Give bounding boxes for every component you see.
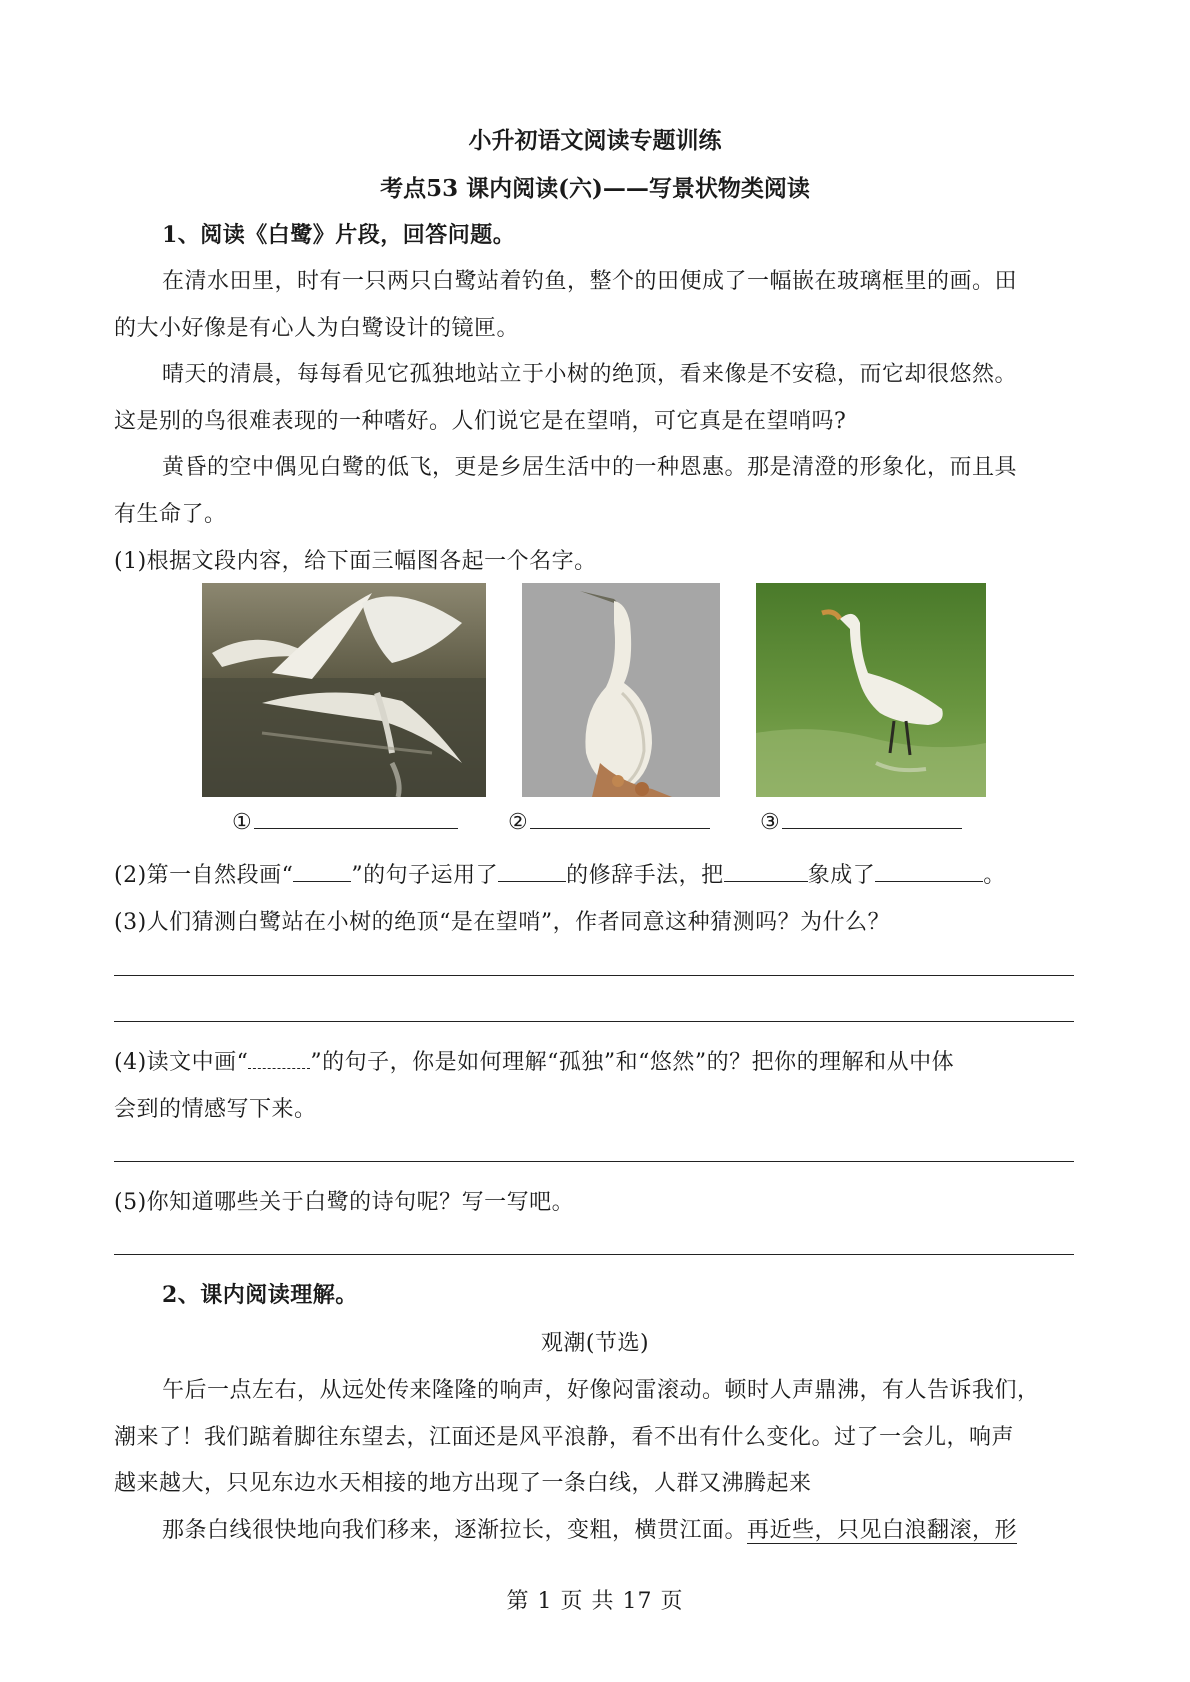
egret-photo-flying-art [202,583,486,797]
q4-wavy-mark [248,1050,310,1069]
s2-para1-line1: 午后一点左右，从远处传来隆隆的响声，好像闷雷滚动。顿时人声鼎沸，有人告诉我们， [162,1378,1040,1403]
q2-blank-2[interactable] [498,863,566,882]
q2-part-a: (2)第一自然段画“ [114,863,294,888]
s1-para1-line1: 在清水田里，时有一只两只白鹭站着钓鱼，整个的田便成了一幅嵌在玻璃框里的画。田 [162,269,1018,294]
caption-1 [232,810,458,835]
section2-heading: 2、课内阅读理解。 [162,1282,358,1308]
q4-part-a: (4)读文中画“ [114,1050,249,1075]
s1-para3-line1: 黄昏的空中偶见白鹭的低飞，更是乡居生活中的一种恩惠。那是清澄的形象化，而且具 [162,455,1018,480]
answer-line-q4[interactable] [114,1161,1074,1162]
question-5: (5)你知道哪些关于白鹭的诗句呢？写一写吧。 [114,1190,575,1215]
answer-line-q3-2[interactable] [114,1021,1074,1022]
s2-para2-plain: 那条白线很快地向我们移来，逐渐拉长，变粗，横贯江面。 [162,1518,748,1543]
s1-para1-line2: 的大小好像是有心人为白鹭设计的镜匣。 [114,316,520,341]
question-4-line2: 会到的情感写下来。 [114,1097,317,1122]
caption-2-label: ② [508,810,528,835]
egret-photo-fishing-art [756,583,986,797]
caption-1-label: ① [232,810,252,835]
s2-para1-line2: 潮来了！我们踮着脚往东望去，江面还是风平浪静，看不出有什么变化。过了一会儿，响声 [114,1425,1015,1450]
passage-title: 观潮(节选) [540,1331,650,1356]
q2-part-e: 。 [983,863,1006,888]
page-footer: 第 1 页 共 17 页 [506,1589,684,1614]
caption-3-label: ③ [760,810,780,835]
q2-part-b: ”的句子运用了 [351,863,499,888]
egret-photo-fishing [756,583,986,797]
q4-part-b: ”的句子，你是如何理解“孤独”和“悠然”的？把你的理解和从中体 [310,1050,955,1075]
egret-photo-flying [202,583,486,797]
egret-photo-standing [522,583,720,797]
caption-3 [760,810,962,835]
question-4 [114,1045,954,1076]
s2-para2-underlined: 再近些，只见白浪翻滚，形 [747,1518,1018,1543]
question-2 [114,858,1006,889]
page-subtitle: 考点53 课内阅读(六)——写景状物类阅读 [380,175,810,202]
q2-blank-3[interactable] [724,863,808,882]
answer-line-q5[interactable] [114,1254,1074,1255]
s2-para2-line1 [162,1513,1017,1544]
s1-para2-line2: 这是别的鸟很难表现的一种嗜好。人们说它是在望哨，可它真是在望哨吗? [114,409,847,434]
q2-part-d: 象成了 [807,863,876,888]
q2-blank-4[interactable] [875,863,983,882]
section1-heading: 1、阅读《白鹭》片段，回答问题。 [162,222,516,248]
question-1: (1)根据文段内容，给下面三幅图各起一个名字。 [114,549,597,574]
answer-line-q3-1[interactable] [114,975,1074,976]
caption-2 [508,810,710,835]
caption-3-blank[interactable] [782,810,962,829]
q2-part-c: 的修辞手法，把 [566,863,724,888]
egret-photo-standing-art [522,583,720,797]
caption-1-blank[interactable] [254,810,458,829]
s1-para3-line2: 有生命了。 [114,502,227,527]
question-3: (3)人们猜测白鹭站在小树的绝顶“是在望哨”，作者同意这种猜测吗？为什么？ [114,910,891,935]
s2-para1-line3: 越来越大，只见东边水天相接的地方出现了一条白线，人群又沸腾起来 [114,1471,812,1496]
s1-para2-line1: 晴天的清晨，每每看见它孤独地站立于小树的绝顶，看来像是不安稳，而它却很悠然。 [162,362,1018,387]
page-title: 小升初语文阅读专题训练 [468,127,722,154]
caption-2-blank[interactable] [530,810,710,829]
q2-blank-1[interactable] [293,863,351,882]
